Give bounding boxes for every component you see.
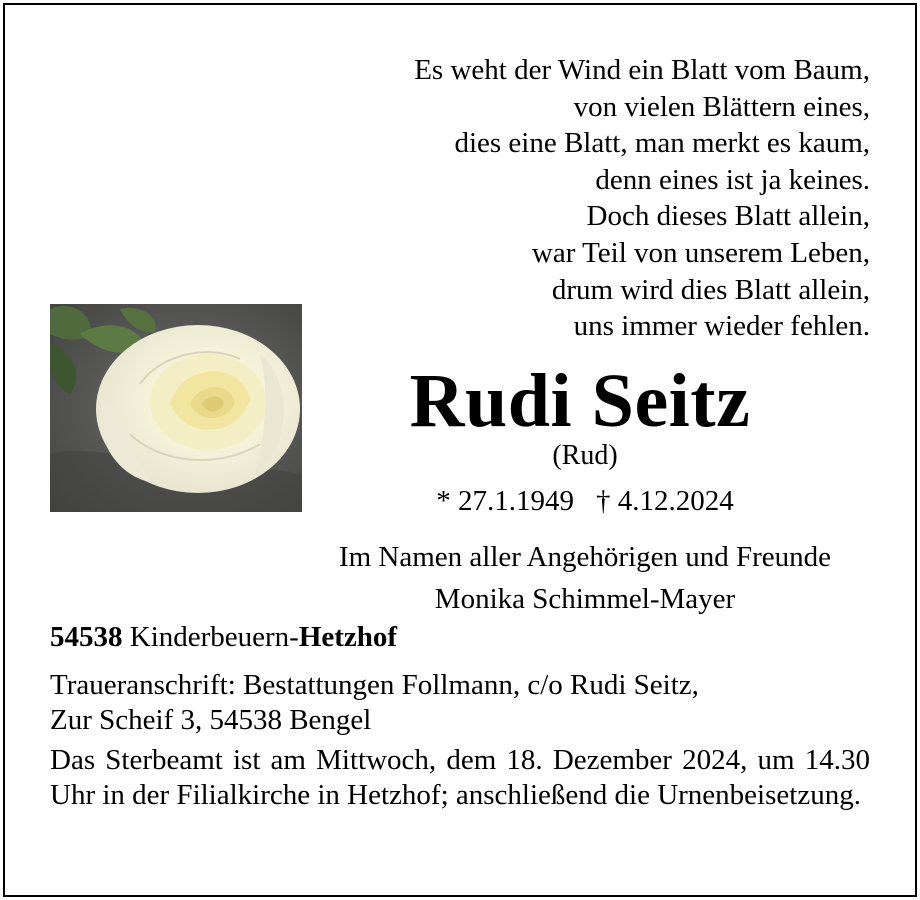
white-rose-photo — [50, 304, 302, 512]
deceased-name: Rudi Seitz — [409, 359, 751, 443]
location — [50, 620, 397, 654]
death-date: † 4.12.2024 — [596, 485, 734, 517]
service-details: Das Sterbeamt ist am Mittwoch, dem 18. Dezember 2024, um 14.30 Uhr in der Filialkirche in Hetzhof; anschließend die Urnenbeisetzung. — [50, 744, 870, 811]
location-town: Kinderbeuern- — [129, 621, 299, 653]
mourners-line: Im Namen aller Angehörigen und Freunde — [338, 541, 832, 573]
mourners — [300, 536, 870, 620]
mourner-name: Monika Schimmel-Mayer — [434, 583, 736, 615]
mourning-address — [50, 668, 699, 738]
address-line: Traueranschrift: Bestattungen Follmann, c/o Rudi Seitz, — [50, 669, 699, 701]
poem-line: uns immer wieder fehlen. — [573, 310, 870, 343]
poem — [414, 52, 870, 345]
poem-line: von vielen Blättern eines, — [573, 90, 870, 123]
deceased-nickname: (Rud) — [552, 440, 618, 471]
poem-line: war Teil von unserem Leben, — [531, 236, 870, 269]
poem-line: Doch dieses Blatt allein, — [586, 200, 870, 233]
poem-line: drum wird dies Blatt allein, — [551, 273, 870, 306]
location-zip: 54538 — [50, 621, 123, 653]
poem-line: denn eines ist ja keines. — [595, 163, 870, 196]
birth-date: * 27.1.1949 — [436, 485, 574, 517]
poem-line: dies eine Blatt, man merkt es kaum, — [454, 127, 870, 160]
location-district: Hetzhof — [298, 621, 398, 653]
life-dates — [300, 484, 870, 518]
poem-line: Es weht der Wind ein Blatt vom Baum, — [414, 54, 870, 86]
address-line: Zur Scheif 3, 54538 Bengel — [50, 704, 372, 736]
